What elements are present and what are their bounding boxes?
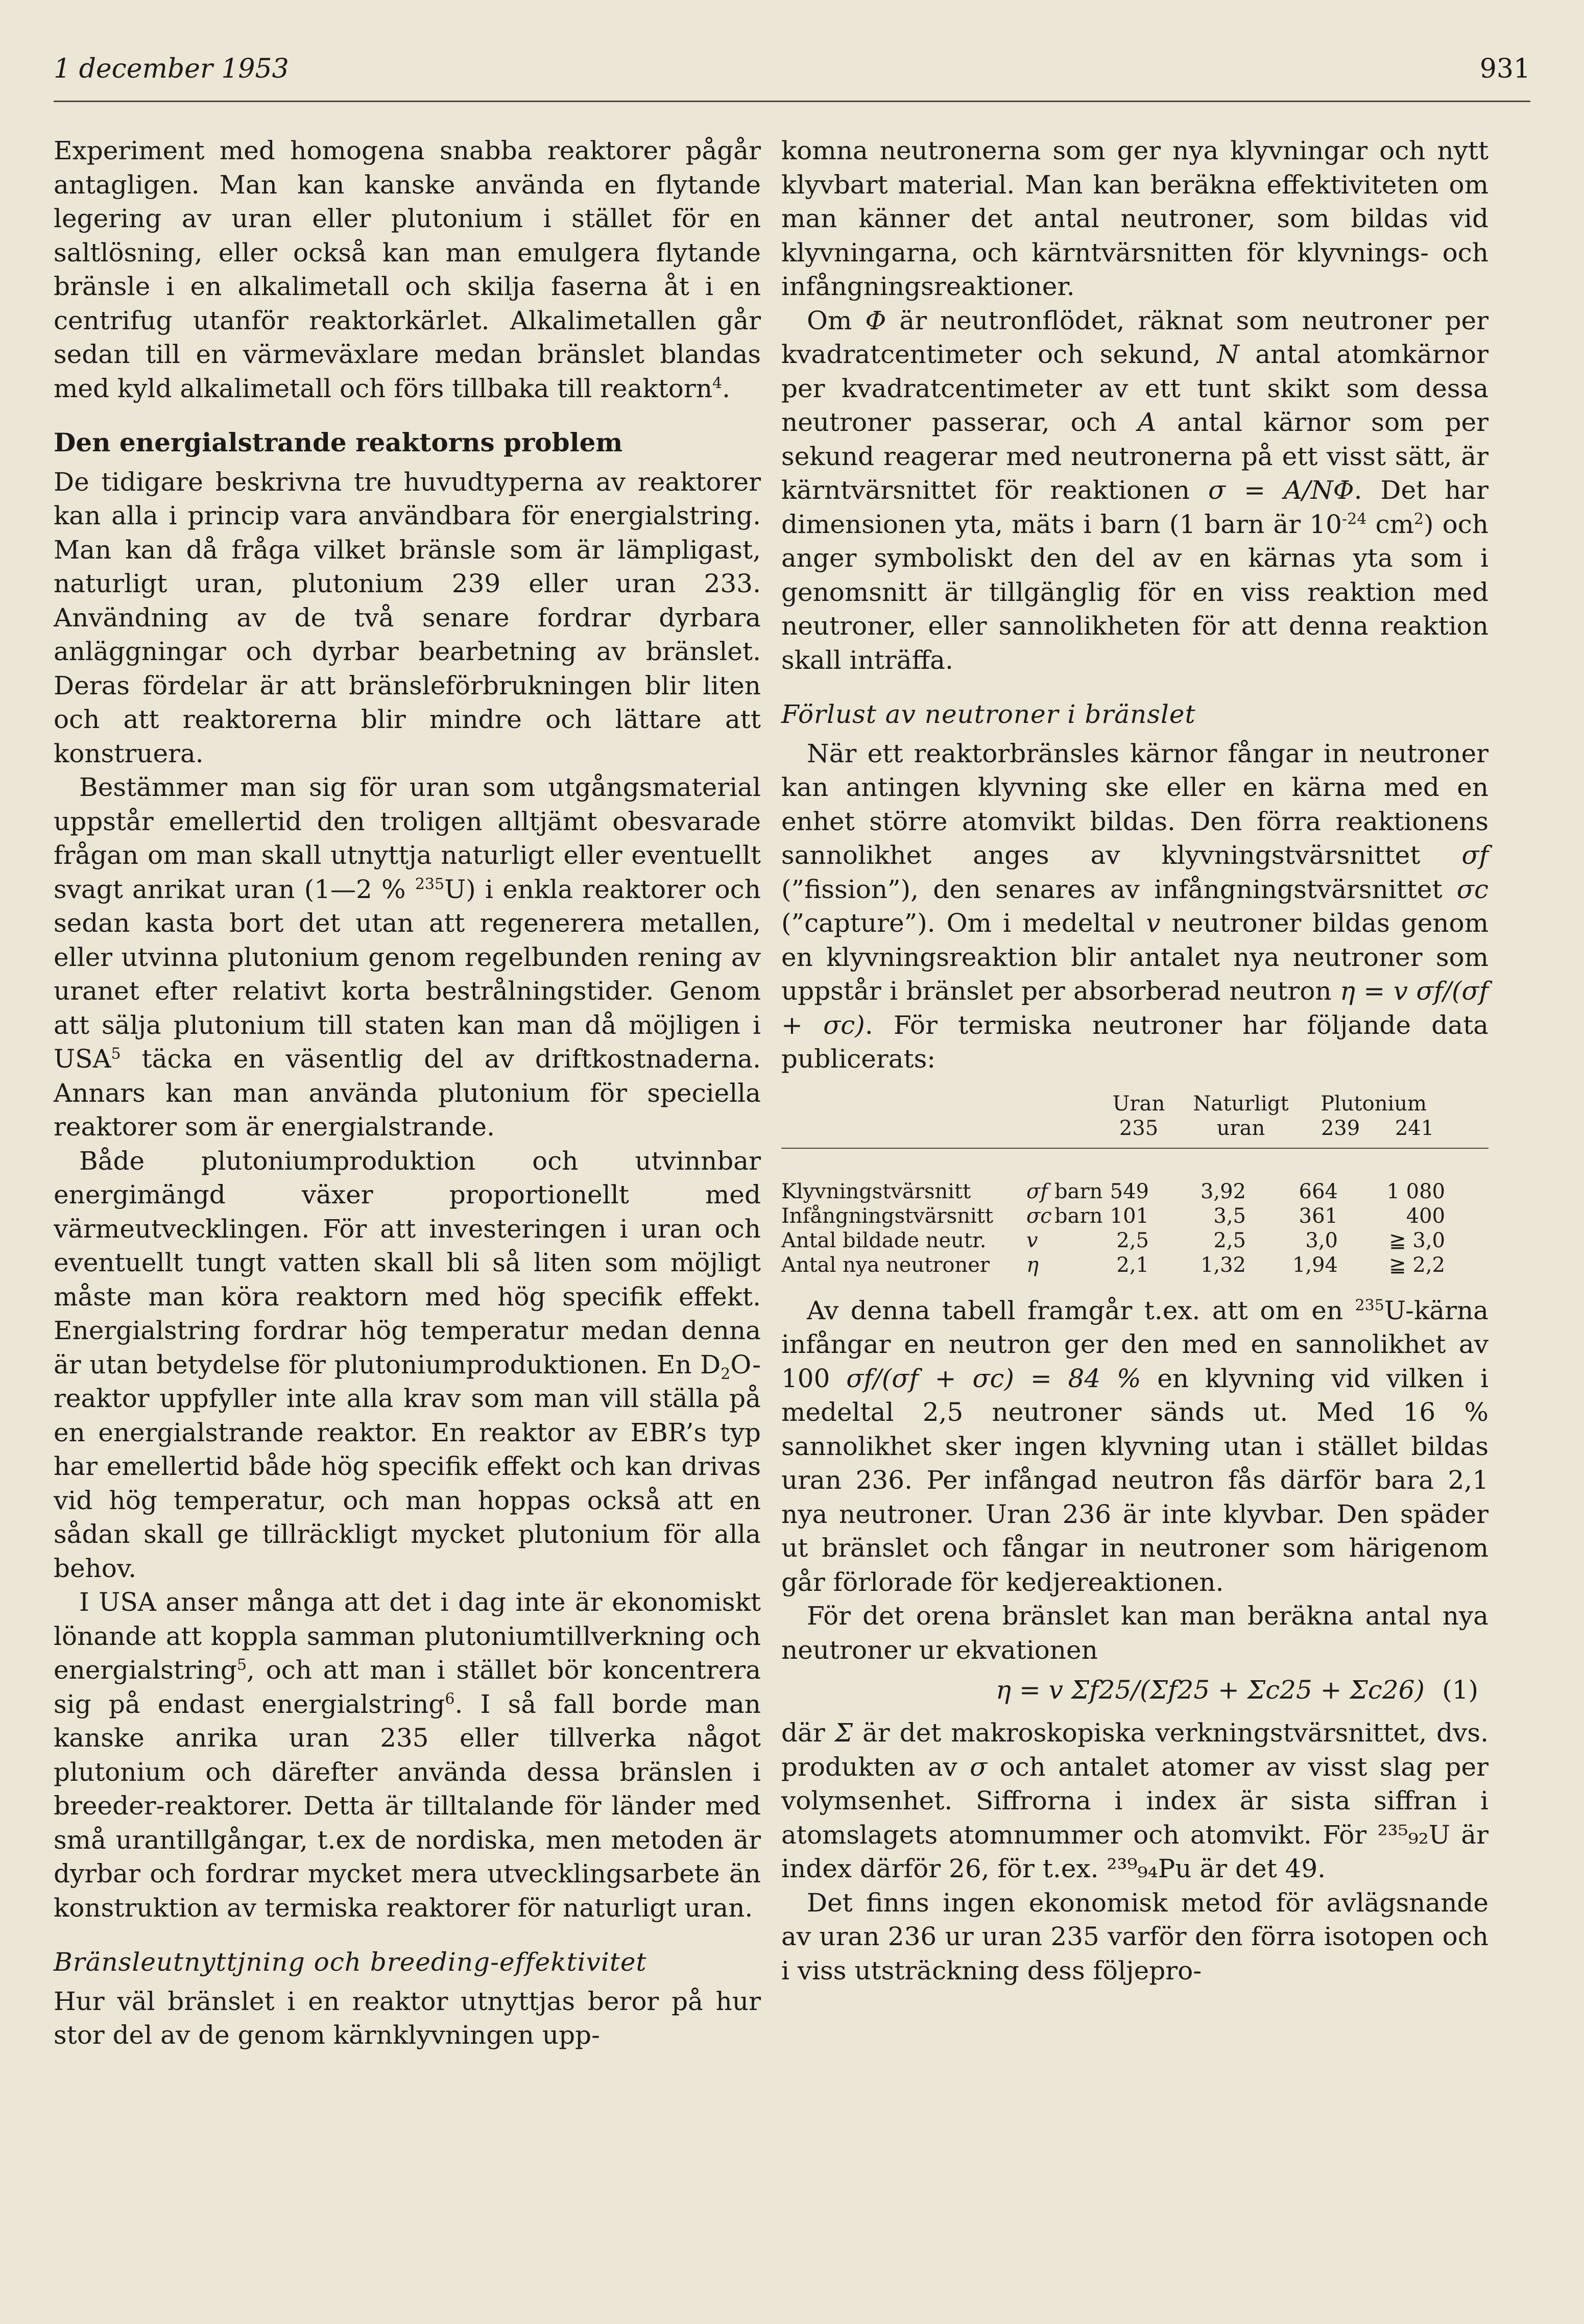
- header-date: 1 december 1953: [54, 54, 289, 84]
- col-header-p241: 241: [1395, 1116, 1434, 1140]
- right-column: [781, 134, 1489, 1988]
- paragraph: De tidigare beskrivna tre huvudtyperna av reaktorer kan alla i princip vara användbara för energialstring. Man kan då fråga vilket bränsle som är lämpligast, naturligt uran, plutonium 239 eller uran 233. Användning av de två senare fordrar dyrbara anläggningar och dyrbar bearbetning av bränslet. Deras fördelar är att bränsleförbrukningen blir liten och att reaktorerna blir mindre och lättare att konstruera.: [54, 467, 761, 768]
- section-heading: Den energialstrande reaktorns problem: [54, 427, 623, 457]
- section-heading: Förlust av neutroner i bränslet: [781, 699, 1196, 729]
- col-header-naturligt: Naturligt uran: [1193, 1092, 1289, 1140]
- paragraph: komna neutronerna som ger nya klyvningar och nytt klyvbart material. Man kan beräkna effektiviteten om man känner det antal neutroner, som bildas vid klyvningarna, och kärntvärsnitten för klyvnings- och infångningsreaktioner.: [781, 136, 1489, 301]
- paragraph: I USA anser många att det i dag inte är ekonomiskt lönande att koppla samman plutoniumtillverkning och energialstring$^5$, och att man i stället bör koncentrera sig på endast energialstring$^6$. I så fall borde man kanske anrika uran 235 eller tillverka något plutonium och därefter använda dessa bränslen i breeder-reaktorer. Detta är tilltalande för länder med små urantillgångar, t.ex de nordiska, men metoden är dyrbar och fordrar mycket mera utvecklingsarbete än konstruktion av termiska reaktorer för naturligt uran.: [54, 1587, 761, 1923]
- formula: σf/(σf + σc) = 84 %: [846, 1363, 1141, 1393]
- equation-formula: η = v Σf25/(Σf25 + Σc25 + Σc26): [996, 1675, 1425, 1705]
- table-row: Infångningstvärsnitt σc barn 101 3,5 361 400: [781, 1204, 1445, 1228]
- header-rule: [54, 101, 1530, 102]
- col-header-uran: Uran 235: [1112, 1092, 1165, 1140]
- table-header: [781, 1092, 1489, 1144]
- paragraph: Det finns ingen ekonomisk metod för avlägsnande av uran 236 ur uran 235 varför den förra isotopen och i viss utsträckning dess följepro-: [781, 1887, 1489, 1986]
- paragraph: Både plutoniumproduktion och utvinnbar energimängd växer proportionellt med värmeutvecklingen. För att investeringen i uran och eventuellt tungt vatten skall bli så liten som möjligt måste man köra reaktorn med hög specifik effekt. Energialstring fordrar hög temperatur medan denna är utan betydelse för plutoniumproduktionen. En $D_2O$-reaktor uppfyller inte alla krav som man vill ställa på en energialstrande reaktor. En reaktor av EBR’s typ har emellertid både hög specifik effekt och kan drivas vid hög temperatur, och man hoppas också att en sådan skall ge tillräckligt mycket plutonium för alla behov.: [54, 1146, 761, 1583]
- formula: η = v σf/(σf + σc): [781, 976, 1489, 1040]
- formula: σ = A/NΦ: [1208, 475, 1354, 505]
- paragraph: Bestämmer man sig för uran som utgångsmaterial uppstår emellertid den troligen alltjämt obesvarade frågan om man skall utnyttja naturligt eller eventuellt svagt anrikat uran (1—2 % $^{235}$U) i enkla reaktorer och sedan kasta bort det utan att regenerera metallen, eller utvinna plutonium genom regelbunden rening av uranet efter relativt korta bestrålningstider. Genom att sälja plutonium till staten kan man då möjligen i USA$^5$ täcka en väsentlig del av driftkostnaderna. Annars kan man använda plutonium för speciella reaktorer som är energialstrande.: [54, 772, 761, 1142]
- equation-number: (1): [1442, 1675, 1478, 1705]
- paragraph: Av denna tabell framgår t.ex. att om en $^{235}$U-kärna infångar en neutron ger den med en sannolikhet av 100 σf/(σf + σc) = 84 % en klyvning vid vilken i medeltal 2,5 neutroner sänds ut. Med 16 % sannolikhet sker ingen klyvning utan i stället bildas uran 236. Per infångad neutron fås därför bara 2,1 nya neutroner. Uran 236 är inte klyvbar. Den späder ut bränslet och fångar in neutroner som härigenom går förlorade för kedjereaktionen.: [781, 1295, 1489, 1597]
- data-table: [781, 1092, 1489, 1277]
- footnote-ref: 6: [445, 1689, 455, 1708]
- left-column: [54, 134, 761, 2052]
- col-header-p239: 239: [1321, 1116, 1360, 1140]
- table-rule: [781, 1148, 1489, 1149]
- paragraph: Om Φ är neutronflödet, räknat som neutroner per kvadratcentimeter och sekund, N antal atomkärnor per kvadratcentimeter av ett tunt skikt som dessa neutroner passerar, och A antal kärnor som per sekund reagerar med neutronerna på ett visst sätt, är kärntvärsnittet för reaktionen σ = A/NΦ. Det har dimensionen yta, mäts i barn (1 barn är $10^{-24}$ $cm^2$) och anger symboliskt den del av en kärnas yta som i genomsnitt är tillgänglig för en viss reaktion med neutroner, eller sannolikheten för att denna reaktion skall inträffa.: [781, 305, 1489, 675]
- footnote-ref: 4: [712, 374, 723, 392]
- col-header-plutonium: Plutonium: [1321, 1092, 1427, 1116]
- paragraph: Hur väl bränslet i en reaktor utnyttjas beror på hur stor del av de genom kärnklyvningen upp-: [54, 1986, 761, 2050]
- footnote-ref: 5: [111, 1045, 121, 1063]
- page-number: 931: [1479, 54, 1530, 84]
- footnote-ref: 5: [236, 1656, 247, 1674]
- paragraph: Experiment med homogena snabba reaktorer pågår antagligen. Man kan kanske använda en flytande legering av uran eller plutonium i stället för en saltlösning, eller också kan man emulgera flytande bränsle i en alkalimetall och skilja faserna åt i en centrifug utanför reaktorkärlet. Alkalimetallen går sedan till en värmeväxlare medan bränslet blandas med kyld alkalimetall och förs tillbaka till reaktorn$^4$.: [54, 136, 761, 403]
- equation: [781, 1673, 1489, 1710]
- table-row: Antal bildade neutr. v 2,5 2,5 3,0 ≧ 3,0: [781, 1228, 1445, 1252]
- paragraph: För det orena bränslet kan man beräkna antal nya neutroner ur ekvationen: [781, 1601, 1489, 1665]
- table-row: Klyvningstvärsnitt σf barn 549 3,92 664 1 080: [781, 1179, 1445, 1203]
- page-header: [54, 54, 1530, 94]
- table-row: Antal nya neutroner η 2,1 1,32 1,94 ≧ 2,2: [781, 1253, 1445, 1277]
- paragraph: där Σ är det makroskopiska verkningstvärsnittet, dvs. produkten av σ och antalet atomer av visst slag per volymsenhet. Siffrorna i index är sista siffran i atomslagets atomnummer och atomvikt. För ²³⁵₉₂U är index därför 26, för t.ex. ²³⁹₉₄Pu är det 49.: [781, 1718, 1489, 1883]
- paragraph: När ett reaktorbränsles kärnor fångar in neutroner kan antingen klyvning ske eller en kärna med en enhet större atomvikt bildas. Den förra reaktionens sannolikhet anges av klyvningstvärsnittet σf (”fission”), den senares av infångningstvärsnittet σc (”capture”). Om i medeltal v neutroner bildas genom en klyvningsreaktion blir antalet nya neutroner som uppstår i bränslet per absorberad neutron η = v σf/(σf + σc). För termiska neutroner har följande data publicerats:: [781, 738, 1489, 1074]
- section-heading: Bränsleutnyttjning och breeding-effektivitet: [54, 1947, 647, 1977]
